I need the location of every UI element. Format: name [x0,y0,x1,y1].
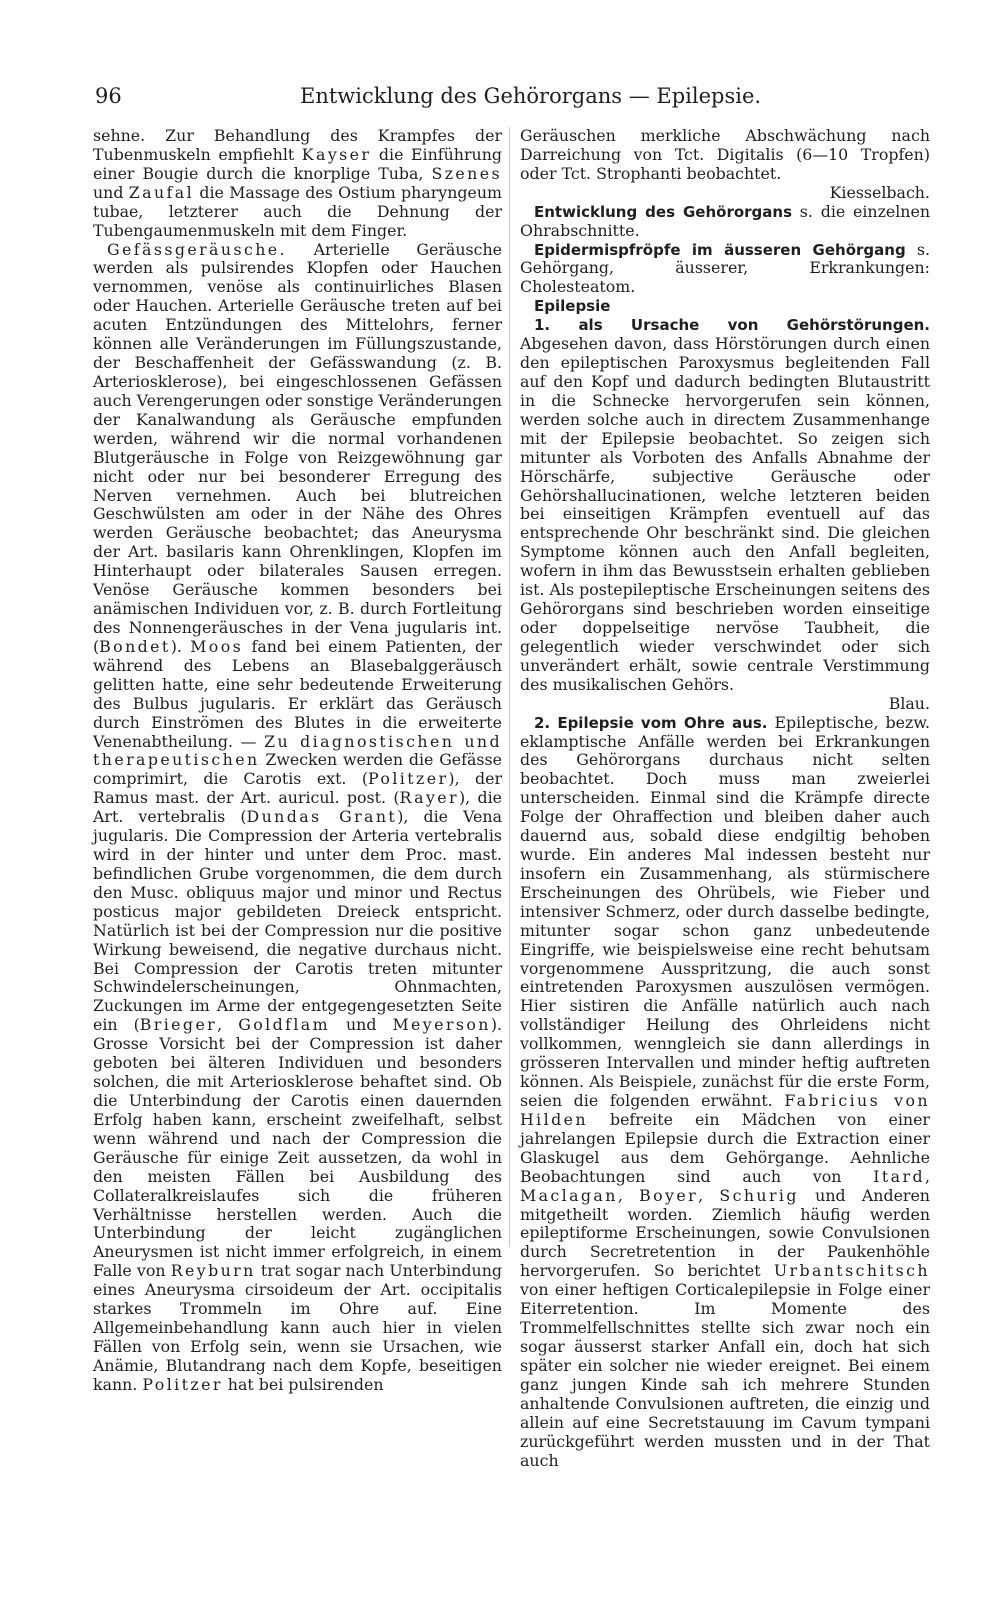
author-name: Bondet [99,636,171,656]
author-name: Politzer [368,769,449,789]
page-header [95,80,762,112]
author-name: Zaufal [128,182,195,202]
entry-term: Entwicklung des Gehörorgans [534,202,793,221]
right-column [520,127,930,1470]
entry-entwicklung: Entwicklung des Gehörorgans s. die einzelnen Ohrabschnitte. [520,201,930,240]
author-name: Politzer [142,1374,223,1394]
section-heading: 1. als Ursache von Gehörstörungen. [534,316,930,335]
paragraph-tubenmuskeln: sehne. Zur Behandlung des Krampfes der Tubenmuskeln empfiehlt Kayser die Einführung einer Bougie durch die knorplige Tuba, Szenes und Zaufal die Massage des Ostium pharyngeum tubae, letzterer auch die Dehnung der Tubengaumenmuskeln mit dem Finger. [93,126,502,240]
author-name: Reyburn [170,1261,256,1281]
author-name: Brieger [139,1015,218,1035]
section-heading: 2. Epilepsie vom Ohre aus. [534,713,768,732]
section-1: 1. als Ursache von Gehörstörungen. Abgesehen davon, dass Hörstörungen durch einen den epileptischen Paroxysmus begleitenden Fall auf den Kopf und dadurch bedingten Blutaustritt in die Schnecke hervorgerufen sein können, werden solche auch in directem Zusammenhange mit der Epilepsie beobachtet. So zeigen sich mitunter als Vorboten des Anfalls Abnahme der Hörschärfe, subjective Geräusche oder Gehörshallucinationen, welche letzteren beiden bei einseitigen Krämpfen eventuell auf das entsprechende Ohr beschränkt sind. Die gleichen Symptome können auch den Anfall begleiten, wofern in ihm das Bewusstsein erhalten geblieben ist. Als postepileptische Erscheinungen seitens des Gehörorgans sind beschrieben worden einseitige oder doppelseitige nervöse Taubheit, die gelegentlich wieder verschwindet oder sich unverändert erhält, sowie centrale Verstimmung des musikalischen Gehörs. [520,316,931,694]
page-number: 96 [95,84,122,108]
author-name: Moos [190,636,244,656]
column-divider [509,127,511,1247]
author-name: Urbantschitsch [773,1261,930,1281]
author-name: Boyer [639,1185,699,1205]
entry-epidermispfroepfe: Epidermispfröpfe im äusseren Gehörgang s. Gehörgang, äusserer, Erkrankungen: Cholesteatom. [520,239,930,297]
section-2: 2. Epilepsie vom Ohre aus. Epileptische, bezw. eklamptische Anfälle werden bei Erkrankungen des Gehörorgans durchaus nicht selten beobachtet. Doch muss man zweierlei unterscheiden. Einmal sind die Krämpfe directe Folge der Ohraffection und bleiben daher auch dauernd aus, sobald diese endgiltig behoben wurde. Ein anderes Mal indessen besteht nur insofern ein Zusammenhang, als stürmischere Erscheinungen des Ohrübels, wie Fieber und intensiver Schmerz, oder durch dasselbe bedingte, mitunter sogar schon ganz unbedeutende Eingriffe, wie beispielsweise eine recht behutsam vorgenommene Ausspritzung, die auch sonst eintretenden Paroxysmen auszulösen vermögen. Hier sistiren die Anfälle natürlich auch nach vollständiger Heilung des Ohrleidens nicht vollkommen, wenngleich sie dann allerdings in grösseren Intervallen und minder heftig auftreten können. Als Beispiele, zunächst für die erste Form, seien die folgenden erwähnt. Fabricius von Hilden befreite ein Mädchen von einer jahrelangen Epilepsie durch die Extraction einer Glaskugel aus dem Gehörgange. Aehnliche Beobachtungen sind auch von Itard, Maclagan, Boyer, Schurig und Anderen mitgetheilt worden. Ziemlich häufig werden epileptiforme Erscheinungen, sowie Convulsionen durch Secretretention in der Paukenhöhle hervorgerufen. So berichtet Urbantschitsch von einer heftigen Corticalepilepsie in Folge einer Eiterretention. Im Momente des Trommelfellschnittes stellte sich zwar noch ein sogar äusserst starker Anfall ein, doch hat sich später ein solcher nie wieder ereignet. Bei einem ganz jungen Kinde sah ich mehrere Stunden anhaltende Convulsionen auftreten, die einzig und allein auf eine Secretstauung im Cavum tympani zurückgeführt werden mussten und in der That auch [520,712,930,1470]
entry-term: Epilepsie [534,297,611,316]
author-name: Meyerson [392,1015,491,1035]
author-signature: Kiesselbach. [829,182,930,202]
paragraph-gefaessgeraeusche: Gefässgeräusche. Arterielle Geräusche werden als pulsirendes Klopfen oder Hauchen vernommen, venöse als continuirliches Blasen oder Hauchen. Arterielle Geräusche treten auf bei acuten Entzündungen des Mittelohrs, ferner können alle Veränderungen im Füllungszustande, der Beschaffenheit der Gefässwandung (z. B. Arteriosklerose), bei eingeschlossenen Gefässen auch Verengerungen oder sonstige Veränderungen der Kanalwandung als Geräusche empfunden werden, während wir die normal vorhandenen Blutgeräusche in Folge von Reizgewöhnung gar nicht oder nur bei besonderer Erregung des Nerven vernehmen. Auch bei blutreichen Geschwülsten am oder in der Nähe des Ohres werden Geräusche beobachtet; das Aneurysma der Art. basilaris kann Ohrenklingen, Klopfen im Hinterhaupt oder bilaterales Sausen erregen. Venöse Geräusche kommen besonders bei anämischen Individuen vor, z. B. durch Fortleitung des Nonnengeräusches in der Vena jugularis int. (Bondet). Moos fand bei einem Patienten, der während des Lebens an Blasebalggeräusch gelitten hatte, eine sehr bedeutende Erweiterung des Bulbus jugularis. Er erklärt das Geräusch durch Einströmen des Blutes in die erweiterte Venenabtheilung. — Zu diagnostischen und therapeutischen Zwecken werden die Gefässe comprimirt, die Carotis ext. (Politzer), der Ramus mast. der Art. auricul. post. (Rayer), die Art. vertebralis (Dundas Grant), die Vena jugularis. Die Compression der Arteria vertebralis wird in der hinter und unter dem Proc. mast. befindlichen Grube vorgenommen, die dem durch den Musc. obliquus major und minor und Rectus posticus major gebildeten Dreieck entspricht. Natürlich ist bei der Compression nur die positive Wirkung beweisend, die negative durchaus nicht. Bei Compression der Carotis treten mitunter Schwindelerscheinungen, Ohnmachten, Zuckungen im Arme der entgegengesetzten Seite ein (Brieger, Goldflam und Meyerson). Grosse Vorsicht bei der Compression ist daher geboten bei älteren Individuen und besonders solchen, die mit Arteriosklerose behaftet sind. Ob die Unterbindung der Carotis einen dauernden Erfolg haben kann, erscheint zweifelhaft, selbst wenn während und nach der Compression die Geräusche für einige Zeit aussetzen, da wohl in den meisten Fällen bei Ausbildung des Collateralkreislaufes sich die früheren Verhältnisse herstellen werden. Auch die Unterbindung der leicht zugänglichen Aneurysmen ist nicht immer erfolgreich, in einem Falle von Reyburn trat sogar nach Unterbindung eines Aneurysma cirsoideum der Art. occipitalis starkes Trommeln im Ohre auf. Eine Allgemeinbehandlung kann auch hier in vielen Fällen von Erfolg sein, wenn sie Ursachen, wie Anämie, Blutandrang nach dem Kopfe, beseitigen kann. Politzer hat bei pulsirenden [93,239,503,1394]
author-name: Goldflam [238,1015,330,1035]
author-name: Schurig [719,1185,799,1205]
entry-term: Gefässgeräusche. [107,239,287,259]
paragraph-continuation: Geräuschen merkliche Abschwächung nach Darreichung von Tct. Digitalis (6—10 Tropfen) oder Tct. Strophanti beobachtet. [520,126,930,183]
author-name: Rayer [399,788,459,808]
author-name: Itard [873,1166,925,1186]
entry-term: Epidermispfröpfe im äusseren Gehörgang [534,240,906,259]
author-name: Maclagan [520,1185,618,1205]
spaced-phrase: Zu diagnostischen und therapeutischen [93,731,502,770]
author-name: Kayser [301,144,372,164]
author-name: Szenes [431,163,502,183]
running-title: Entwicklung des Gehörorgans — Epilepsie. [300,84,762,108]
author-name: Dundas Grant [246,807,398,827]
author-name: Fabricius von Hilden [520,1091,930,1129]
left-column [93,127,502,1395]
entry-epilepsie [520,297,930,316]
author-signature: Blau. [888,693,930,713]
